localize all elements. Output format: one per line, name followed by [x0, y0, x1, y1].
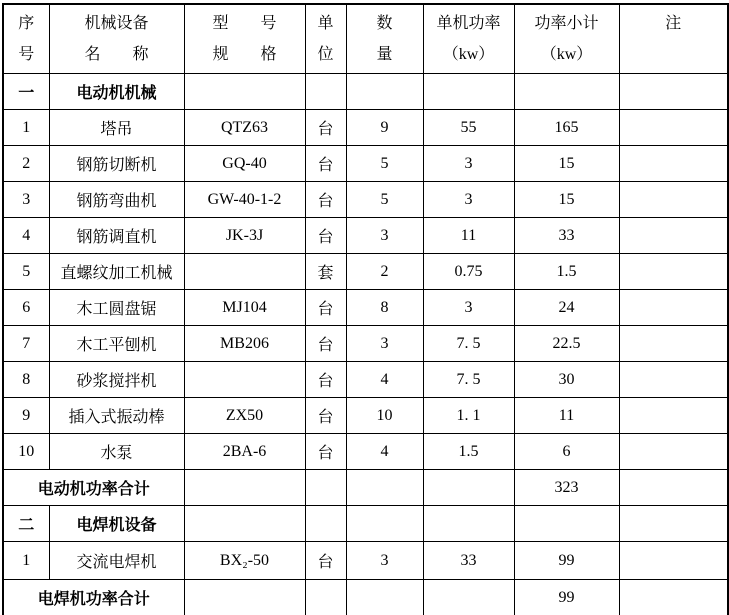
header-name-line2: 名 称 [84, 46, 149, 63]
section-no: 二 [3, 506, 49, 542]
cell-unit: 台 [305, 326, 346, 362]
col-header-power-subtotal [514, 4, 619, 74]
cell-seq: 6 [3, 290, 49, 326]
cell-qty: 3 [346, 542, 423, 580]
cell-subtotal: 165 [514, 110, 619, 146]
col-header-note [619, 4, 728, 74]
section-name: 电动机机械 [49, 74, 184, 110]
cell-note [619, 434, 728, 470]
cell-subtotal: 33 [514, 218, 619, 254]
table-row [3, 254, 728, 290]
table-row [3, 326, 728, 362]
cell-unit [305, 74, 346, 110]
cell-subtotal: 22.5 [514, 326, 619, 362]
section-row-motor [3, 74, 728, 110]
cell-unit-power [423, 74, 514, 110]
header-unit-line1: 单 [317, 15, 334, 32]
cell-qty [346, 470, 423, 506]
cell-unit: 台 [305, 110, 346, 146]
cell-name: 塔吊 [49, 110, 184, 146]
cell-seq: 7 [3, 326, 49, 362]
cell-model [184, 74, 305, 110]
cell-name: 钢筋调直机 [49, 218, 184, 254]
col-header-quantity [346, 4, 423, 74]
cell-unit-power [423, 580, 514, 615]
cell-unit: 台 [305, 434, 346, 470]
cell-seq: 1 [3, 110, 49, 146]
table-row [3, 182, 728, 218]
header-unit-power-line1: 单机功率 [436, 15, 501, 32]
header-model-line1: 型 号 [212, 15, 277, 32]
document-page [0, 3, 729, 615]
table-row [3, 146, 728, 182]
table-row [3, 434, 728, 470]
cell-model: GQ-40 [184, 146, 305, 182]
col-header-unit [305, 4, 346, 74]
cell-seq: 9 [3, 398, 49, 434]
cell-name: 交流电焊机 [49, 542, 184, 580]
equipment-power-table [2, 3, 729, 615]
table-row [3, 290, 728, 326]
cell-qty: 5 [346, 146, 423, 182]
total-row-welder [3, 580, 728, 615]
cell-note [619, 398, 728, 434]
cell-unit-power: 3 [423, 182, 514, 218]
cell-model: ZX50 [184, 398, 305, 434]
cell-unit-power: 55 [423, 110, 514, 146]
cell-unit-power: 0.75 [423, 254, 514, 290]
cell-model: MB206 [184, 326, 305, 362]
section-row-welder [3, 506, 728, 542]
cell-note [619, 580, 728, 615]
cell-unit [305, 506, 346, 542]
cell-unit: 台 [305, 542, 346, 580]
header-qty-line1: 数 [376, 15, 393, 32]
cell-seq: 4 [3, 218, 49, 254]
col-header-model-spec [184, 4, 305, 74]
cell-seq: 3 [3, 182, 49, 218]
cell-qty: 8 [346, 290, 423, 326]
cell-qty [346, 506, 423, 542]
header-power-subtotal-line2: （kw） [540, 46, 593, 63]
cell-seq: 10 [3, 434, 49, 470]
cell-model: JK-3J [184, 218, 305, 254]
cell-qty [346, 580, 423, 615]
cell-qty: 4 [346, 362, 423, 398]
cell-seq: 2 [3, 146, 49, 182]
section-no: 一 [3, 74, 49, 110]
section-name: 电焊机设备 [49, 506, 184, 542]
table-row [3, 218, 728, 254]
cell-subtotal: 15 [514, 146, 619, 182]
cell-model: BX₂-50 [184, 542, 305, 580]
cell-unit-power [423, 470, 514, 506]
header-name-line1: 机械设备 [84, 15, 149, 32]
total-row-motor [3, 470, 728, 506]
cell-model: 2BA-6 [184, 434, 305, 470]
cell-subtotal: 30 [514, 362, 619, 398]
cell-model [184, 580, 305, 615]
cell-note [619, 254, 728, 290]
cell-subtotal: 15 [514, 182, 619, 218]
cell-name: 木工平刨机 [49, 326, 184, 362]
cell-unit [305, 470, 346, 506]
table-row [3, 398, 728, 434]
cell-qty: 4 [346, 434, 423, 470]
cell-unit-power: 1. 1 [423, 398, 514, 434]
cell-model [184, 506, 305, 542]
cell-model: MJ104 [184, 290, 305, 326]
header-qty-line2: 量 [376, 46, 393, 63]
cell-note [619, 218, 728, 254]
cell-subtotal: 1.5 [514, 254, 619, 290]
cell-unit-power: 7. 5 [423, 326, 514, 362]
cell-unit-power: 1.5 [423, 434, 514, 470]
header-note-line2 [620, 39, 728, 70]
cell-subtotal: 6 [514, 434, 619, 470]
cell-name: 直螺纹加工机械 [49, 254, 184, 290]
header-unit-line2: 位 [317, 46, 334, 63]
cell-qty: 3 [346, 326, 423, 362]
cell-qty: 10 [346, 398, 423, 434]
header-row [3, 4, 728, 74]
cell-note [619, 110, 728, 146]
cell-note [619, 182, 728, 218]
col-header-unit-power [423, 4, 514, 74]
cell-seq: 8 [3, 362, 49, 398]
cell-subtotal: 11 [514, 398, 619, 434]
cell-unit: 台 [305, 182, 346, 218]
table-row [3, 542, 728, 580]
header-note-line1: 注 [665, 15, 682, 32]
cell-unit: 台 [305, 398, 346, 434]
cell-note [619, 74, 728, 110]
cell-subtotal: 99 [514, 542, 619, 580]
header-seq-line1: 序 [18, 15, 35, 32]
cell-unit [305, 580, 346, 615]
cell-subtotal [514, 506, 619, 542]
total-label: 电动机功率合计 [3, 470, 184, 506]
cell-note [619, 290, 728, 326]
cell-unit: 台 [305, 290, 346, 326]
cell-subtotal: 323 [514, 470, 619, 506]
cell-name: 砂浆搅拌机 [49, 362, 184, 398]
cell-note [619, 506, 728, 542]
header-unit-power-line2: （kw） [442, 46, 495, 63]
cell-model: QTZ63 [184, 110, 305, 146]
cell-subtotal [514, 74, 619, 110]
cell-note [619, 362, 728, 398]
cell-note [619, 146, 728, 182]
total-label: 电焊机功率合计 [3, 580, 184, 615]
cell-name: 插入式振动棒 [49, 398, 184, 434]
cell-note [619, 470, 728, 506]
cell-model [184, 470, 305, 506]
cell-unit: 台 [305, 218, 346, 254]
header-power-subtotal-line1: 功率小计 [534, 15, 599, 32]
cell-model [184, 254, 305, 290]
cell-unit: 套 [305, 254, 346, 290]
cell-qty: 5 [346, 182, 423, 218]
cell-qty [346, 74, 423, 110]
col-header-seq [3, 4, 49, 74]
cell-qty: 3 [346, 218, 423, 254]
cell-note [619, 542, 728, 580]
cell-unit-power: 11 [423, 218, 514, 254]
header-seq-line2: 号 [18, 46, 35, 63]
table-row [3, 362, 728, 398]
cell-unit-power: 7. 5 [423, 362, 514, 398]
header-model-line2: 规 格 [212, 46, 277, 63]
cell-seq: 5 [3, 254, 49, 290]
cell-name: 水泵 [49, 434, 184, 470]
cell-unit-power: 33 [423, 542, 514, 580]
cell-unit: 台 [305, 362, 346, 398]
cell-model [184, 362, 305, 398]
col-header-equipment-name [49, 4, 184, 74]
cell-name: 木工圆盘锯 [49, 290, 184, 326]
cell-unit-power: 3 [423, 146, 514, 182]
cell-name: 钢筋切断机 [49, 146, 184, 182]
cell-unit-power [423, 506, 514, 542]
table-row [3, 110, 728, 146]
cell-note [619, 326, 728, 362]
cell-qty: 9 [346, 110, 423, 146]
cell-unit-power: 3 [423, 290, 514, 326]
cell-subtotal: 99 [514, 580, 619, 615]
cell-name: 钢筋弯曲机 [49, 182, 184, 218]
cell-qty: 2 [346, 254, 423, 290]
cell-subtotal: 24 [514, 290, 619, 326]
cell-unit: 台 [305, 146, 346, 182]
cell-seq: 1 [3, 542, 49, 580]
cell-model: GW-40-1-2 [184, 182, 305, 218]
